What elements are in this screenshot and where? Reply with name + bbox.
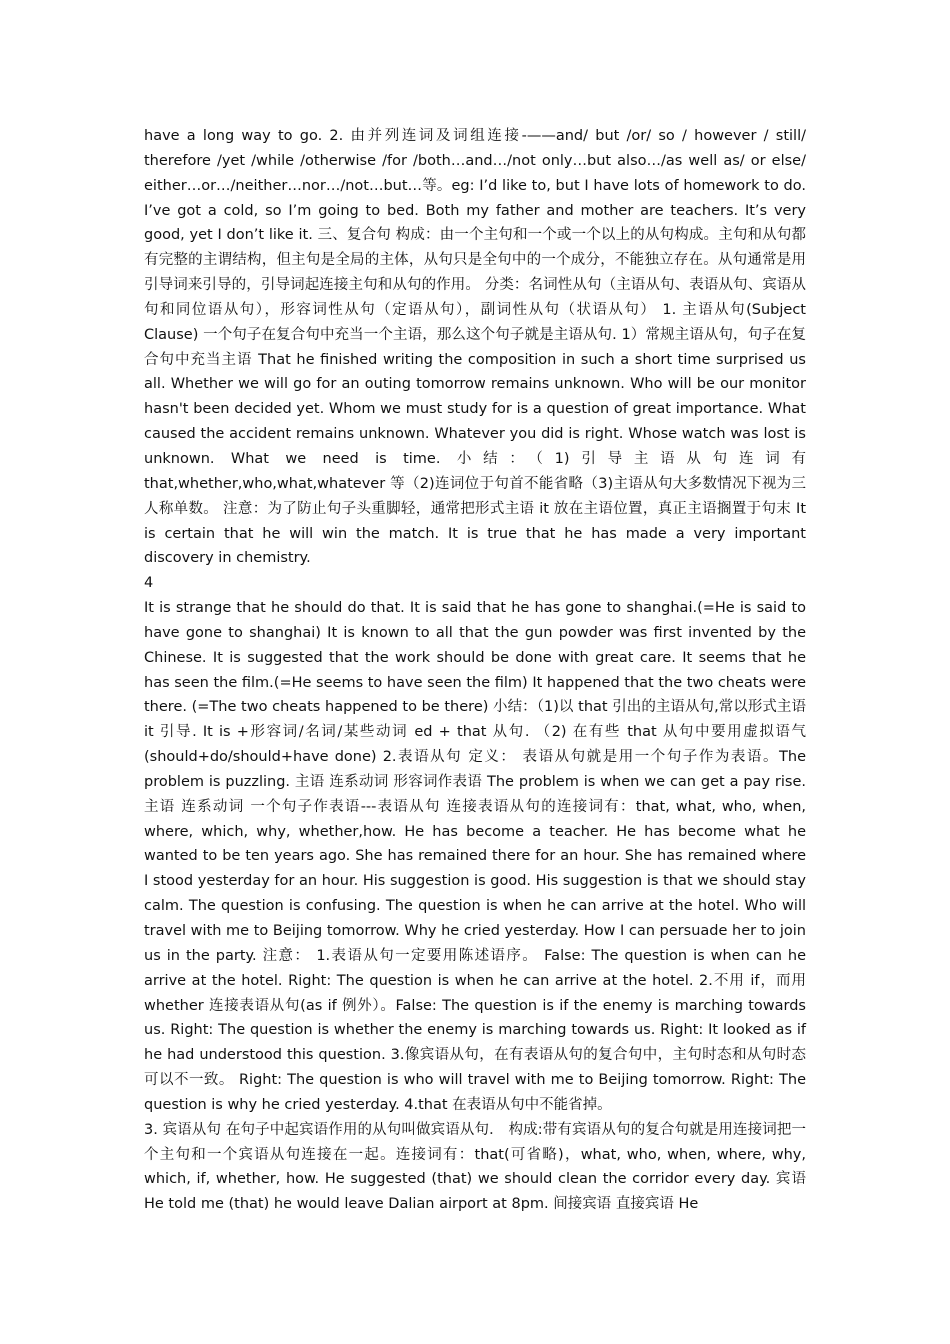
page-number: 4 [144, 575, 154, 592]
paragraph-predicative-clauses: It is strange that he should do that. It is said that he has gone to shanghai.(=He is said to have gone to shanghai) It is known to all that the gun powder was first invented by the Chinese. It is suggested that the work should be done with great care. It seems that he has seen the film.(=He seems to have seen the film) It happened that the two cheats were there. (=The two cheats happened to be there) 小结：（1)以 that 引出的主语从句,常以形式主语 it 引导. It is +形容词/名词/某些动词 ed + that 从句. （2) 在有些 that 从句中要用虚拟语气 (should+do/should+have done) 2.表语从句 定义： 表语从句就是用一个句子作为表语。The problem is puzzling. 主语 连系动词 形容词作表语 The problem is when we can get a pay rise. 主语 连系动词 一个句子作表语---表语从句 连接表语从句的连接词有：that, what, who, when, where, which, why, whether,how. He has become a teacher. He has become what he wanted to be ten years ago. She has remained there for an hour. She has remained where I stood yesterday for an hour. His suggestion is good. His suggestion is that we should stay calm. The question is confusing. The question is when he can arrive at the hotel. Who will travel with me to Beijing tomorrow. Why he cried yesterday. How I can persuade her to join us in the party. 注意： 1.表语从句一定要用陈述语序。 False: The question is when can he arrive at the hotel. Right: The question is when he can arrive at the hotel. 2.不用 if，而用 whether 连接表语从句(as if 例外）。False: The question is if the enemy is marching towards us. Right: The question is whether the enemy is marching towards us. Right: It looked as if he had understood this question. 3.像宾语从句，在有表语从句的复合句中，主句时态和从句时态可以不一致。 Right: The question is who will travel with me to Beijing tomorrow. Right: The question is why he cried yesterday. 4.that 在表语从句中不能省掉。 [144, 600, 806, 1113]
paragraph-compound-and-subject-clauses: have a long way to go. 2. 由并列连词及词组连接-——and/ but /or/ so / however / still/ therefore /yet /while /otherwise /for /both…and…/not only…but also…/as well as/ or else/ either…or…/neither…nor…/not…but…等。eg: I’d like to, but I have lots of homework to do. I’ve got a cold, so I’m going to bed. Both my father and mother are teachers. It’s very good, yet I don’t like it. 三、复合句 构成：由一个主句和一个或一个以上的从句构成。主句和从句都有完整的主谓结构，但主句是全局的主体，从句只是全句中的一个成分，不能独立存在。从句通常是用引导词来引导的，引导词起连接主句和从句的作用。 分类：名词性从句（主语从句、表语从句、宾语从句和同位语从句），形容词性从句（定语从句），副词性从句（状语从句） 1. 主语从句(Subject Clause) 一个句子在复合句中充当一个主语，那么这个句子就是主语从句. 1）常规主语从句，句子在复合句中充当主语 That he finished writing the composition in such a short time surprised us all. Whether we will go for an outing tomorrow remains unknown. Who will be our monitor hasn't been decided yet. Whom we must study for is a question of great importance. What caused the accident remains unknown. Whatever you did is right. Whose watch was lost is unknown. What we need is time. 小结：（1)引导主语从句连词有 that,whether,who,what,whatever 等（2)连词位于句首不能省略（3)主语从句大多数情况下视为三人称单数。 注意：为了防止句子头重脚轻，通常把形式主语 it 放在主语位置，真正主语搁置于句末 It is certain that he will win the match. It is true that he has made a very important discovery in chemistry. [144, 128, 806, 567]
paragraph-object-clauses: 3. 宾语从句 在句子中起宾语作用的从句叫做宾语从句． 构成:带有宾语从句的复合句就是用连接词把一个主句和一个宾语从句连接在一起。连接词有：that(可省略)，what, who, when, where, why, which, if, whether, how. He suggested (that) we should clean the corridor every day. 宾语 He told me (that) he would leave Dalian airport at 8pm. 间接宾语 直接宾语 He [144, 1121, 806, 1213]
document-body [144, 124, 806, 1217]
